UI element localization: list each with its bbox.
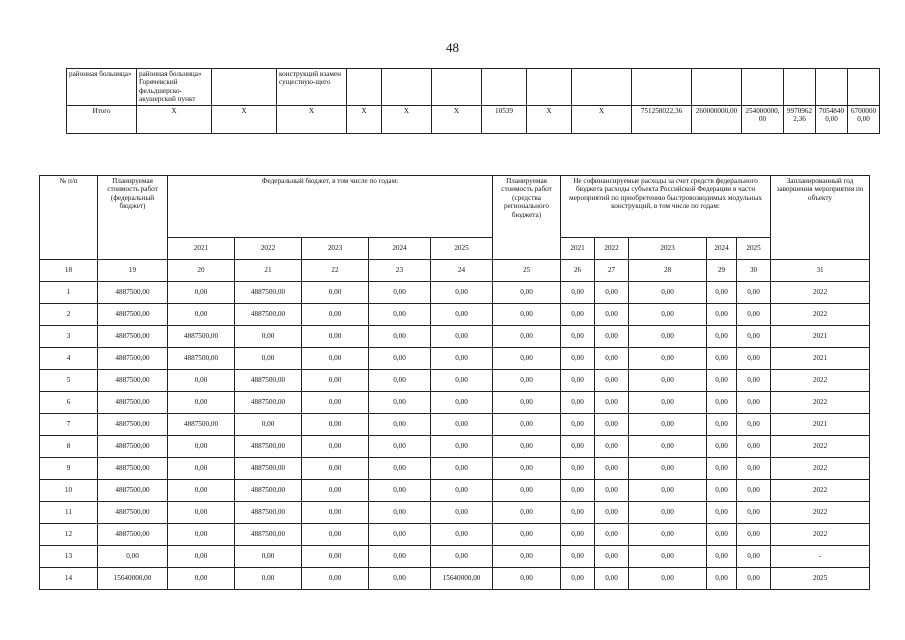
table-cell: 0,00 bbox=[369, 436, 431, 458]
table-cell: 4887500,00 bbox=[168, 414, 235, 436]
top-table-row-description bbox=[67, 69, 880, 106]
table-cell: 0,00 bbox=[431, 458, 493, 480]
table-row bbox=[40, 458, 870, 480]
table-cell: 4887500,00 bbox=[98, 348, 168, 370]
table-cell: 0,00 bbox=[302, 524, 369, 546]
table-cell: 0,00 bbox=[737, 370, 771, 392]
table-cell: 4887500,00 bbox=[235, 502, 302, 524]
table-cell: 0,00 bbox=[369, 458, 431, 480]
top-cell bbox=[848, 69, 880, 106]
top-cell bbox=[347, 69, 382, 106]
table-cell: 0,00 bbox=[431, 524, 493, 546]
table-row bbox=[40, 546, 870, 568]
table-cell: 0,00 bbox=[168, 282, 235, 304]
column-number-cell: 23 bbox=[369, 260, 431, 282]
header-fed-budget: Федеральный бюджет, в том числе по годам: bbox=[168, 176, 493, 238]
table-cell: 0,00 bbox=[561, 458, 595, 480]
table-cell: 0,00 bbox=[431, 436, 493, 458]
top-cell bbox=[692, 69, 742, 106]
table-cell: 0,00 bbox=[431, 282, 493, 304]
table-cell: 0,00 bbox=[369, 392, 431, 414]
table-cell: 0,00 bbox=[707, 348, 737, 370]
top-cell bbox=[816, 69, 848, 106]
table-cell: 5 bbox=[40, 370, 98, 392]
column-number-cell: 28 bbox=[629, 260, 707, 282]
table-cell: 4887500,00 bbox=[235, 282, 302, 304]
top-cell bbox=[432, 69, 482, 106]
top-total-cell: 260000000,00 bbox=[692, 105, 742, 133]
table-cell: 0,00 bbox=[431, 414, 493, 436]
table-cell: 0,00 bbox=[168, 568, 235, 590]
table-cell: 0,00 bbox=[629, 370, 707, 392]
table-cell: 4887500,00 bbox=[235, 392, 302, 414]
table-cell: 0,00 bbox=[302, 436, 369, 458]
table-cell: 0,00 bbox=[737, 546, 771, 568]
table-cell: 0,00 bbox=[431, 546, 493, 568]
top-total-cell: X bbox=[527, 105, 572, 133]
table-cell: 0,00 bbox=[302, 568, 369, 590]
table-cell: 0,00 bbox=[235, 568, 302, 590]
table-cell: 0,00 bbox=[369, 546, 431, 568]
table-cell: 0,00 bbox=[369, 414, 431, 436]
table-cell: 0,00 bbox=[737, 414, 771, 436]
table-cell: 4887500,00 bbox=[98, 304, 168, 326]
top-cell bbox=[784, 69, 816, 106]
table-cell: 0,00 bbox=[493, 304, 561, 326]
table-cell: 0,00 bbox=[168, 524, 235, 546]
table-cell: 0,00 bbox=[595, 502, 629, 524]
table-cell: 0,00 bbox=[235, 348, 302, 370]
table-cell: 0,00 bbox=[595, 568, 629, 590]
table-cell: 0,00 bbox=[302, 458, 369, 480]
column-number-cell: 24 bbox=[431, 260, 493, 282]
table-cell: 0,00 bbox=[707, 458, 737, 480]
top-total-cell: 99709622,36 bbox=[784, 105, 816, 133]
table-cell: 0,00 bbox=[595, 480, 629, 502]
table-cell: 0,00 bbox=[493, 502, 561, 524]
table-cell: 0,00 bbox=[595, 370, 629, 392]
table-cell: 4887500,00 bbox=[235, 436, 302, 458]
table-cell: 0,00 bbox=[629, 436, 707, 458]
header-not-cofinanced: Не софинансируемые расходы за счет средств федерального бюджета расходы субъекта Российской Федерации в части мероприятий по приобретению быстровозводимых модульных конструкций, в том числе по годам: bbox=[561, 176, 771, 238]
table-cell: 0,00 bbox=[561, 282, 595, 304]
table-cell: 8 bbox=[40, 436, 98, 458]
table-cell: 0,00 bbox=[302, 480, 369, 502]
table-cell: 6 bbox=[40, 392, 98, 414]
table-cell: 0,00 bbox=[493, 282, 561, 304]
table-cell: 0,00 bbox=[707, 370, 737, 392]
table-row bbox=[40, 436, 870, 458]
table-cell: 0,00 bbox=[493, 568, 561, 590]
table-cell: 2022 bbox=[771, 524, 870, 546]
header-planned-cost-reg: Планируемая стоимость работ (средства регионального бюджета) bbox=[493, 176, 561, 260]
column-number-cell: 27 bbox=[595, 260, 629, 282]
top-total-cell: 67000000,00 bbox=[848, 105, 880, 133]
table-cell: 0,00 bbox=[302, 546, 369, 568]
top-total-cell: X bbox=[212, 105, 277, 133]
table-cell: 0,00 bbox=[369, 304, 431, 326]
table-cell: 0,00 bbox=[369, 370, 431, 392]
table-cell: 0,00 bbox=[561, 348, 595, 370]
top-cell bbox=[742, 69, 784, 106]
table-row bbox=[40, 304, 870, 326]
table-cell: 12 bbox=[40, 524, 98, 546]
table-cell: 0,00 bbox=[707, 436, 737, 458]
table-cell: 4887500,00 bbox=[98, 480, 168, 502]
table-cell: 0,00 bbox=[431, 502, 493, 524]
year-nc-2024: 2024 bbox=[707, 238, 737, 260]
table-cell: 2021 bbox=[771, 414, 870, 436]
table-cell: 0,00 bbox=[737, 326, 771, 348]
table-cell: 0,00 bbox=[493, 546, 561, 568]
top-total-cell: X bbox=[347, 105, 382, 133]
table-cell: 2022 bbox=[771, 392, 870, 414]
top-total-cell: 254000000,00 bbox=[742, 105, 784, 133]
table-cell: 0,00 bbox=[561, 414, 595, 436]
table-cell: 0,00 bbox=[561, 502, 595, 524]
table-cell: 0,00 bbox=[707, 392, 737, 414]
year-fed-2025: 2025 bbox=[431, 238, 493, 260]
table-cell: 0,00 bbox=[369, 326, 431, 348]
table-cell: 0,00 bbox=[369, 480, 431, 502]
top-cell bbox=[382, 69, 432, 106]
table-cell: 4887500,00 bbox=[98, 524, 168, 546]
top-cell: районная больница» Горячевский фельдшерско-акушерский пункт bbox=[137, 69, 212, 106]
table-cell: 0,00 bbox=[737, 480, 771, 502]
top-cell bbox=[632, 69, 692, 106]
table-cell: 0,00 bbox=[302, 326, 369, 348]
year-nc-2023: 2023 bbox=[629, 238, 707, 260]
table-cell: 0,00 bbox=[168, 546, 235, 568]
column-number-cell: 30 bbox=[737, 260, 771, 282]
table-row bbox=[40, 326, 870, 348]
table-cell: 0,00 bbox=[493, 436, 561, 458]
top-cell bbox=[572, 69, 632, 106]
table-cell: 0,00 bbox=[561, 392, 595, 414]
table-cell: 0,00 bbox=[737, 568, 771, 590]
table-cell: 4887500,00 bbox=[235, 370, 302, 392]
table-cell: 2021 bbox=[771, 348, 870, 370]
table-cell: 0,00 bbox=[369, 502, 431, 524]
header-completion-year: Запланированный год завершения мероприятия по объекту bbox=[771, 176, 870, 260]
table-row bbox=[40, 414, 870, 436]
table-cell: 0,00 bbox=[431, 326, 493, 348]
top-total-cell: 10539 bbox=[482, 105, 527, 133]
year-nc-2025: 2025 bbox=[737, 238, 771, 260]
table-cell: 15640000,00 bbox=[98, 568, 168, 590]
header-planned-cost-fed: Планируемая стоимость работ (федеральный бюджет) bbox=[98, 176, 168, 260]
table-cell: 0,00 bbox=[235, 326, 302, 348]
table-cell: 0,00 bbox=[561, 568, 595, 590]
table-row bbox=[40, 480, 870, 502]
year-fed-2022: 2022 bbox=[235, 238, 302, 260]
table-cell: 0,00 bbox=[629, 326, 707, 348]
table-cell: 0,00 bbox=[629, 414, 707, 436]
table-row bbox=[40, 392, 870, 414]
year-fed-2021: 2021 bbox=[168, 238, 235, 260]
table-cell: 4887500,00 bbox=[98, 502, 168, 524]
table-cell: 0,00 bbox=[629, 502, 707, 524]
table-cell: 2022 bbox=[771, 480, 870, 502]
table-cell: 2 bbox=[40, 304, 98, 326]
table-cell: 0,00 bbox=[737, 282, 771, 304]
table-cell: 0,00 bbox=[369, 348, 431, 370]
table-cell: 0,00 bbox=[561, 436, 595, 458]
table-cell: 2021 bbox=[771, 326, 870, 348]
table-cell: 1 bbox=[40, 282, 98, 304]
table-cell: 0,00 bbox=[561, 370, 595, 392]
table-row bbox=[40, 348, 870, 370]
table-cell: 0,00 bbox=[493, 392, 561, 414]
table-cell: 4887500,00 bbox=[98, 282, 168, 304]
year-nc-2021: 2021 bbox=[561, 238, 595, 260]
table-cell: 0,00 bbox=[561, 304, 595, 326]
table-cell: 7 bbox=[40, 414, 98, 436]
table-cell: 0,00 bbox=[707, 502, 737, 524]
top-table-fragment bbox=[66, 68, 880, 134]
table-cell: 0,00 bbox=[561, 326, 595, 348]
table-row bbox=[40, 568, 870, 590]
top-total-cell: X bbox=[382, 105, 432, 133]
table-cell: 0,00 bbox=[369, 524, 431, 546]
table-cell: 0,00 bbox=[737, 304, 771, 326]
table-cell: 0,00 bbox=[235, 546, 302, 568]
table-cell: 2022 bbox=[771, 458, 870, 480]
table-cell: 0,00 bbox=[493, 524, 561, 546]
table-cell: 0,00 bbox=[561, 524, 595, 546]
table-cell: 4887500,00 bbox=[235, 480, 302, 502]
column-number-cell: 19 bbox=[98, 260, 168, 282]
table-cell: 4887500,00 bbox=[98, 414, 168, 436]
table-cell: 0,00 bbox=[493, 458, 561, 480]
table-row bbox=[40, 282, 870, 304]
table-cell: 0,00 bbox=[737, 348, 771, 370]
column-number-cell: 29 bbox=[707, 260, 737, 282]
table-cell: 0,00 bbox=[595, 348, 629, 370]
table-row bbox=[40, 502, 870, 524]
table-cell: 0,00 bbox=[595, 392, 629, 414]
table-cell: 0,00 bbox=[595, 546, 629, 568]
table-cell: 0,00 bbox=[707, 304, 737, 326]
table-cell: 4 bbox=[40, 348, 98, 370]
top-total-cell: X bbox=[137, 105, 212, 133]
column-number-cell: 31 bbox=[771, 260, 870, 282]
table-cell: 0,00 bbox=[737, 392, 771, 414]
table-cell: 0,00 bbox=[707, 326, 737, 348]
header-num: № п/п bbox=[40, 176, 98, 260]
table-cell: 0,00 bbox=[707, 524, 737, 546]
table-cell: 2022 bbox=[771, 436, 870, 458]
top-total-cell: X bbox=[277, 105, 347, 133]
main-table bbox=[39, 175, 870, 590]
table-cell: 0,00 bbox=[737, 502, 771, 524]
table-cell: 0,00 bbox=[98, 546, 168, 568]
table-cell: 0,00 bbox=[595, 436, 629, 458]
table-cell: 4887500,00 bbox=[168, 348, 235, 370]
table-cell: 0,00 bbox=[168, 458, 235, 480]
table-cell: 0,00 bbox=[302, 370, 369, 392]
table-cell: 0,00 bbox=[595, 458, 629, 480]
table-cell: 0,00 bbox=[493, 348, 561, 370]
table-cell: 0,00 bbox=[168, 304, 235, 326]
table-cell: 2022 bbox=[771, 502, 870, 524]
table-row bbox=[40, 524, 870, 546]
top-cell: районная больница» bbox=[67, 69, 137, 106]
column-number-cell: 20 bbox=[168, 260, 235, 282]
year-fed-2024: 2024 bbox=[369, 238, 431, 260]
year-nc-2022: 2022 bbox=[595, 238, 629, 260]
column-number-cell: 25 bbox=[493, 260, 561, 282]
table-cell: 4887500,00 bbox=[168, 326, 235, 348]
table-cell: 0,00 bbox=[302, 392, 369, 414]
table-cell: 0,00 bbox=[493, 414, 561, 436]
table-cell: 4887500,00 bbox=[98, 370, 168, 392]
table-cell: 0,00 bbox=[561, 480, 595, 502]
table-cell: 3 bbox=[40, 326, 98, 348]
table-cell: 4887500,00 bbox=[235, 304, 302, 326]
top-table-row-total bbox=[67, 105, 880, 133]
column-number-cell: 18 bbox=[40, 260, 98, 282]
table-cell: 0,00 bbox=[431, 304, 493, 326]
top-total-cell: X bbox=[432, 105, 482, 133]
top-total-cell: Итого bbox=[67, 105, 137, 133]
table-cell: 0,00 bbox=[168, 502, 235, 524]
table-cell: 0,00 bbox=[302, 502, 369, 524]
top-cell bbox=[527, 69, 572, 106]
table-cell: 0,00 bbox=[302, 304, 369, 326]
column-number-cell: 26 bbox=[561, 260, 595, 282]
table-cell: - bbox=[771, 546, 870, 568]
top-cell bbox=[212, 69, 277, 106]
column-numbers-row bbox=[40, 260, 870, 282]
year-fed-2023: 2023 bbox=[302, 238, 369, 260]
table-cell: 0,00 bbox=[629, 458, 707, 480]
top-total-cell: 70548400,00 bbox=[816, 105, 848, 133]
table-cell: 0,00 bbox=[629, 546, 707, 568]
table-cell: 0,00 bbox=[431, 480, 493, 502]
top-cell: конструкций взамен существую-щего bbox=[277, 69, 347, 106]
table-cell: 0,00 bbox=[168, 480, 235, 502]
table-cell: 0,00 bbox=[707, 546, 737, 568]
table-cell: 0,00 bbox=[431, 392, 493, 414]
table-cell: 2025 bbox=[771, 568, 870, 590]
table-cell: 0,00 bbox=[629, 348, 707, 370]
table-cell: 0,00 bbox=[302, 348, 369, 370]
table-cell: 0,00 bbox=[369, 282, 431, 304]
table-cell: 0,00 bbox=[431, 370, 493, 392]
table-cell: 4887500,00 bbox=[98, 326, 168, 348]
table-cell: 0,00 bbox=[595, 326, 629, 348]
column-number-cell: 21 bbox=[235, 260, 302, 282]
table-cell: 0,00 bbox=[707, 568, 737, 590]
table-cell: 4887500,00 bbox=[98, 392, 168, 414]
table-cell: 4887500,00 bbox=[235, 524, 302, 546]
table-cell: 0,00 bbox=[595, 524, 629, 546]
table-cell: 0,00 bbox=[431, 348, 493, 370]
table-cell: 4887500,00 bbox=[235, 458, 302, 480]
top-total-cell: 751258022,36 bbox=[632, 105, 692, 133]
table-cell: 0,00 bbox=[561, 546, 595, 568]
table-cell: 0,00 bbox=[235, 414, 302, 436]
table-cell: 0,00 bbox=[707, 480, 737, 502]
table-cell: 0,00 bbox=[493, 370, 561, 392]
table-cell: 0,00 bbox=[595, 304, 629, 326]
table-cell: 0,00 bbox=[493, 326, 561, 348]
table-cell: 2022 bbox=[771, 304, 870, 326]
column-number-cell: 22 bbox=[302, 260, 369, 282]
table-cell: 0,00 bbox=[629, 568, 707, 590]
table-cell: 0,00 bbox=[629, 392, 707, 414]
table-cell: 2022 bbox=[771, 370, 870, 392]
table-cell: 4887500,00 bbox=[98, 436, 168, 458]
table-cell: 0,00 bbox=[168, 370, 235, 392]
table-cell: 15640000,00 bbox=[431, 568, 493, 590]
table-cell: 0,00 bbox=[629, 524, 707, 546]
table-cell: 0,00 bbox=[707, 414, 737, 436]
table-cell: 0,00 bbox=[737, 436, 771, 458]
table-cell: 0,00 bbox=[707, 282, 737, 304]
top-total-cell: X bbox=[572, 105, 632, 133]
table-cell: 0,00 bbox=[629, 480, 707, 502]
table-cell: 9 bbox=[40, 458, 98, 480]
table-cell: 0,00 bbox=[493, 480, 561, 502]
table-cell: 0,00 bbox=[629, 282, 707, 304]
table-cell: 0,00 bbox=[737, 524, 771, 546]
table-cell: 0,00 bbox=[595, 282, 629, 304]
table-cell: 10 bbox=[40, 480, 98, 502]
table-cell: 0,00 bbox=[302, 282, 369, 304]
table-cell: 0,00 bbox=[369, 568, 431, 590]
table-cell: 4887500,00 bbox=[98, 458, 168, 480]
table-cell: 0,00 bbox=[595, 414, 629, 436]
table-cell: 0,00 bbox=[737, 458, 771, 480]
table-cell: 13 bbox=[40, 546, 98, 568]
table-cell: 0,00 bbox=[168, 436, 235, 458]
page-number: 48 bbox=[446, 40, 459, 55]
table-cell: 2022 bbox=[771, 282, 870, 304]
top-cell bbox=[482, 69, 527, 106]
table-row bbox=[40, 370, 870, 392]
table-cell: 0,00 bbox=[629, 304, 707, 326]
table-cell: 11 bbox=[40, 502, 98, 524]
table-cell: 0,00 bbox=[302, 414, 369, 436]
table-cell: 0,00 bbox=[168, 392, 235, 414]
table-cell: 14 bbox=[40, 568, 98, 590]
